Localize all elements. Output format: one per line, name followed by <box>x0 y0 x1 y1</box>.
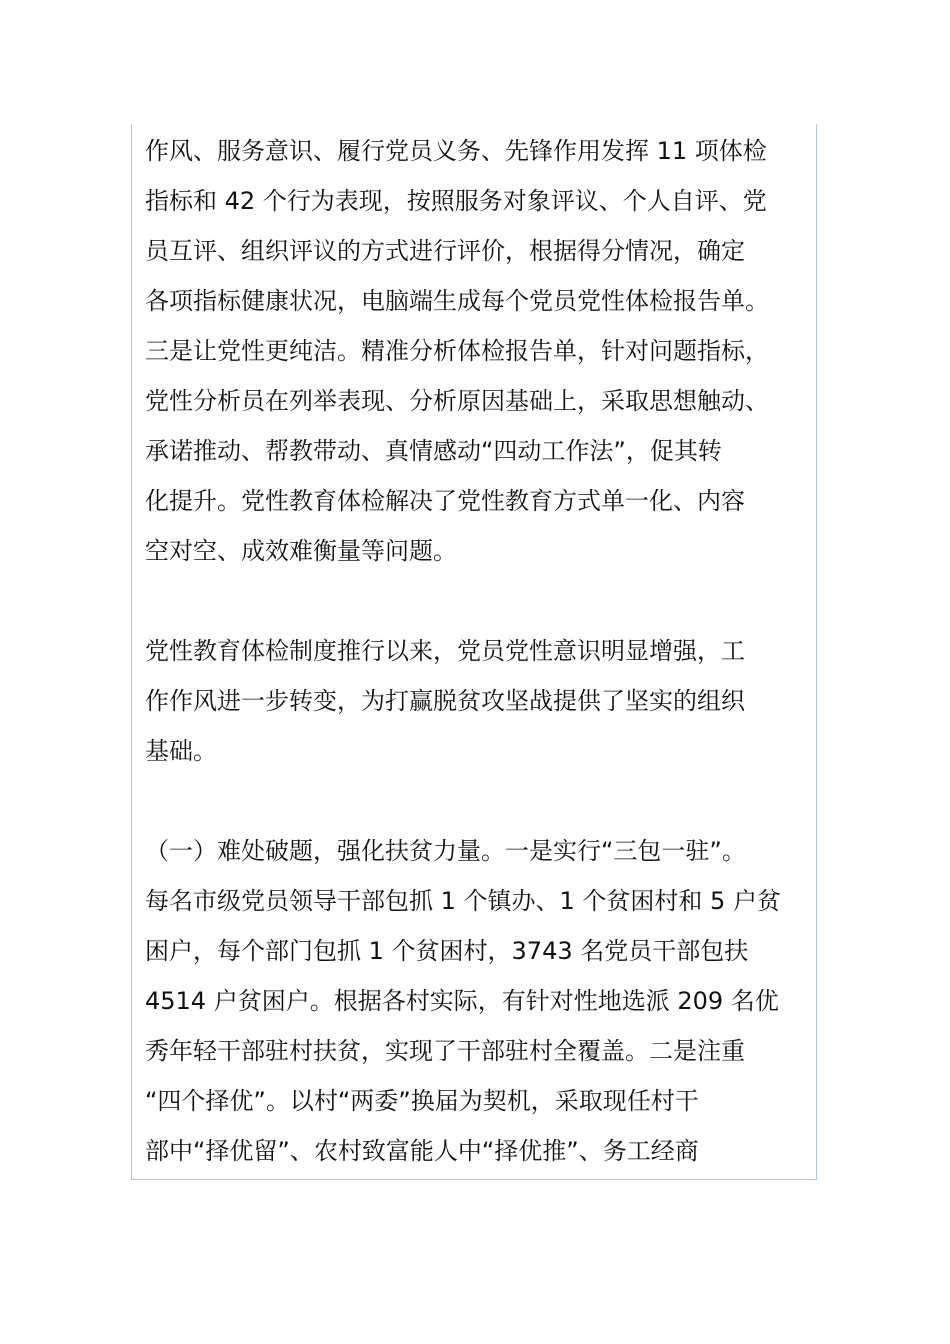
text-line: 困户，每个部门包抓 1 个贫困村，3743 名党员干部包扶 <box>145 937 749 965</box>
text-line: 化提升。党性教育体检解决了党性教育方式单一化、内容 <box>145 487 745 515</box>
paragraph-gap <box>145 776 805 826</box>
text-line: 空对空、成效难衡量等问题。 <box>145 537 457 565</box>
text-line: 员互评、组织评议的方式进行评价，根据得分情况，确定 <box>145 237 745 265</box>
text-line: 作作风进一步转变，为打赢脱贫攻坚战提供了坚实的组织 <box>145 687 745 715</box>
paragraph-gap <box>145 576 805 626</box>
text-line: 秀年轻干部驻村扶贫，实现了干部驻村全覆盖。二是注重 <box>145 1037 745 1065</box>
text-line: 部中“择优留”、农村致富能人中“择优推”、务工经商 <box>145 1137 699 1165</box>
text-line: 承诺推动、帮教带动、真情感动“四动工作法”，促其转 <box>145 437 722 465</box>
text-line: 党性教育体检制度推行以来，党员党性意识明显增强，工 <box>145 637 745 665</box>
text-line: 各项指标健康状况，电脑端生成每个党员党性体检报告单。 <box>145 287 769 315</box>
text-line: 每名市级党员领导干部包抓 1 个镇办、1 个贫困村和 5 户贫 <box>145 887 781 915</box>
text-line: 指标和 42 个行为表现，按照服务对象评议、个人自评、党 <box>145 187 767 215</box>
text-line: 基础。 <box>145 737 217 765</box>
text-line: 党性分析员在列举表现、分析原因基础上，采取思想触动、 <box>145 387 769 415</box>
text-line: “四个择优”。以村“两委”换届为契机，采取现任村干 <box>145 1087 699 1115</box>
text-line: 4514 户贫困户。根据各村实际，有针对性地选派 209 名优 <box>145 987 779 1015</box>
text-line: （一）难处破题，强化扶贫力量。一是实行“三包一驻”。 <box>145 837 746 865</box>
document-text <box>145 126 805 1176</box>
text-line: 三是让党性更纯洁。精准分析体检报告单，针对问题指标， <box>145 337 769 365</box>
text-line: 作风、服务意识、履行党员义务、先锋作用发挥 11 项体检 <box>145 137 767 165</box>
